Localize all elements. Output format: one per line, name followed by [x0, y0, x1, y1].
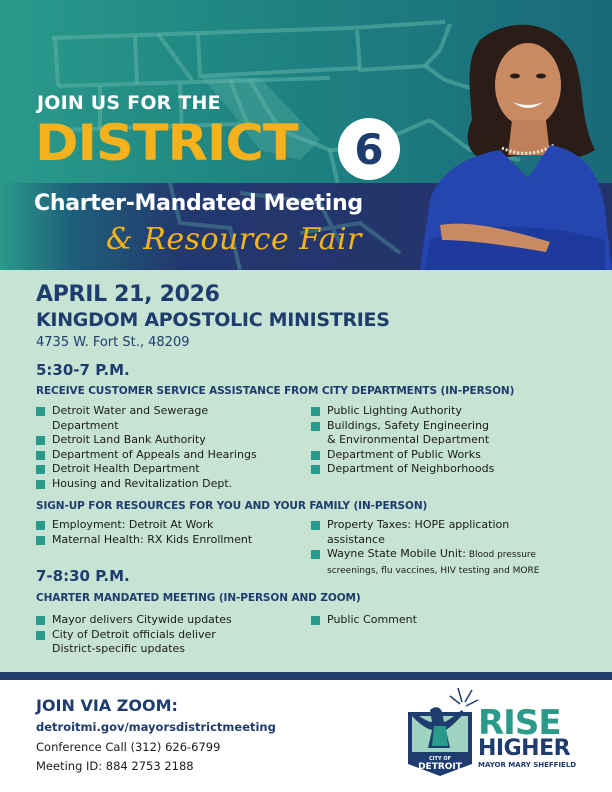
hero-header [0, 0, 612, 270]
bullet-square-icon [36, 451, 45, 460]
event-venue: KINGDOM APOSTOLIC MINISTRIES [36, 309, 390, 331]
session1-left-list [36, 404, 257, 491]
mayor-name: MAYOR MARY SHEFFIELD [478, 761, 577, 769]
session1-right-list [311, 404, 494, 477]
session2-heading: CHARTER MANDATED MEETING (IN-PERSON AND ZOOM) [36, 592, 361, 604]
resources-heading: SIGN-UP FOR RESOURCES FOR YOU AND YOUR FAMILY (IN-PERSON) [36, 500, 428, 512]
footer [0, 680, 612, 792]
session2-right-list [311, 613, 417, 628]
bullet-square-icon [311, 407, 320, 416]
conference-call: Conference Call (312) 626-6799 [36, 740, 221, 754]
event-address: 4735 W. Fort St., 48209 [36, 335, 190, 350]
list-item: Department of Neighborhoods [311, 462, 494, 477]
event-date: APRIL 21, 2026 [36, 282, 220, 307]
bullet-square-icon [36, 616, 45, 625]
session2-left-list [36, 613, 232, 657]
bullet-square-icon [311, 616, 320, 625]
svg-text:CITY OF: CITY OF [429, 756, 451, 762]
bullet-square-icon [36, 480, 45, 489]
session1-heading: RECEIVE CUSTOMER SERVICE ASSISTANCE FROM CITY DEPARTMENTS (IN-PERSON) [36, 385, 515, 397]
resources-right-list [311, 518, 539, 578]
bullet-square-icon [36, 436, 45, 445]
zoom-link[interactable]: detroitmi.gov/mayorsdistrictmeeting [36, 720, 276, 734]
section-divider [0, 672, 612, 680]
bullet-square-icon [311, 465, 320, 474]
district-number-badge: 6 [338, 118, 400, 180]
list-item: Detroit Water and Sewerage Department [36, 404, 257, 433]
bullet-square-icon [311, 550, 320, 559]
bullet-square-icon [36, 465, 45, 474]
bullet-square-icon [311, 521, 320, 530]
session2-time: 7-8:30 P.M. [36, 567, 130, 585]
session1-time: 5:30-7 P.M. [36, 361, 130, 379]
list-item: Public Lighting Authority [311, 404, 494, 419]
list-item: Wayne State Mobile Unit: Blood pressure screenings, flu vaccines, HIV testing and MORE [311, 547, 539, 578]
meeting-title: Charter-Mandated Meeting [34, 191, 363, 216]
resource-fair-subtitle: & Resource Fair [106, 222, 362, 257]
list-item: Department of Public Works [311, 448, 494, 463]
svg-text:DETROIT: DETROIT [418, 762, 462, 772]
list-item: Mayor delivers Citywide updates [36, 613, 232, 628]
bullet-square-icon [36, 631, 45, 640]
slogan-higher: HIGHER [478, 736, 571, 761]
list-item: Detroit Land Bank Authority [36, 433, 257, 448]
bullet-square-icon [36, 521, 45, 530]
list-item: Property Taxes: HOPE application assistance [311, 518, 539, 547]
slogan-rise: RISE [478, 703, 561, 743]
resources-left-list [36, 518, 252, 547]
bullet-square-icon [36, 407, 45, 416]
bullet-square-icon [36, 536, 45, 545]
intro-text: JOIN US FOR THE [37, 92, 221, 114]
list-item: Housing and Revitalization Dept. [36, 477, 257, 492]
list-item: Maternal Health: RX Kids Enrollment [36, 533, 252, 548]
list-item: City of Detroit officials deliver District-specific updates [36, 628, 232, 657]
meeting-id: Meeting ID: 884 2753 2188 [36, 759, 194, 773]
list-item: Employment: Detroit At Work [36, 518, 252, 533]
list-item: Public Comment [311, 613, 417, 628]
mayor-portrait-image [400, 10, 612, 270]
list-item: Buildings, Safety Engineering & Environmental Department [311, 419, 494, 448]
city-of-detroit-logo [400, 682, 480, 778]
zoom-heading: JOIN VIA ZOOM: [36, 696, 178, 715]
list-item: Detroit Health Department [36, 462, 257, 477]
event-details-section [0, 270, 612, 672]
list-item: Department of Appeals and Hearings [36, 448, 257, 463]
bullet-square-icon [311, 451, 320, 460]
district-title: DISTRICT [35, 114, 298, 172]
bullet-square-icon [311, 422, 320, 431]
